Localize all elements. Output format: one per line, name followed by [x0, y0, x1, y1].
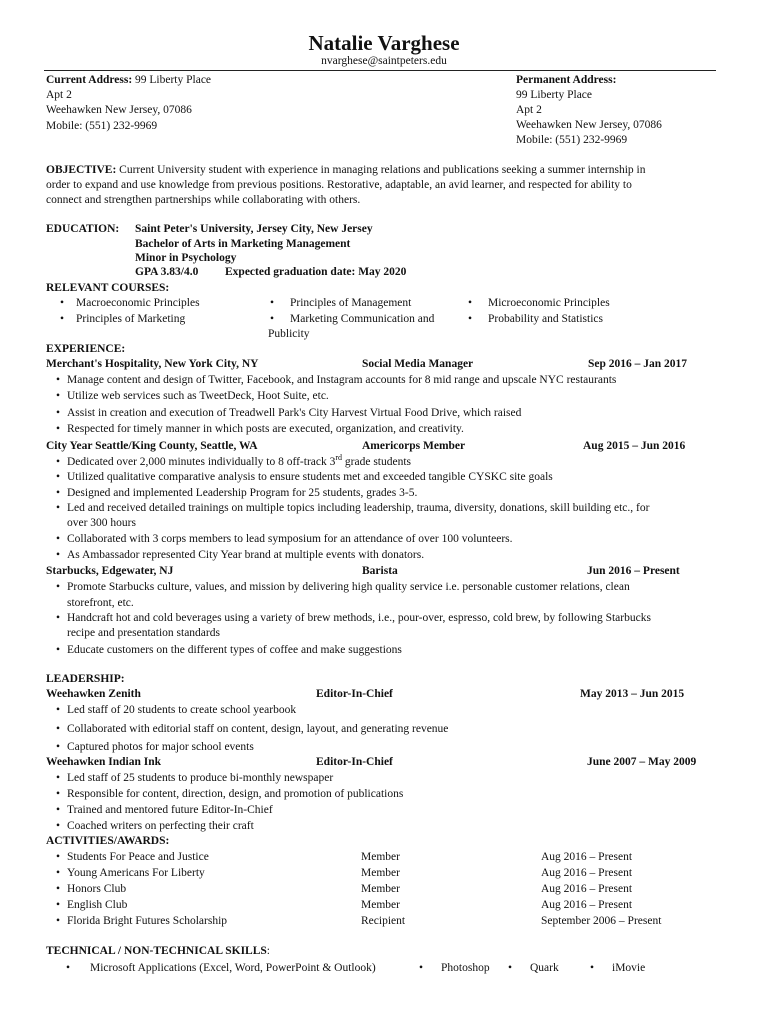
job-bullet: Assist in creation and execution of Treadwell Park's City Harvest Virtual Food Drive, which raised [67, 407, 522, 419]
leadership-role: Editor-In-Chief [316, 756, 393, 768]
activity-role: Member [361, 883, 400, 895]
bullet: • [55, 390, 61, 402]
permanent-address-apt: Apt 2 [516, 104, 542, 116]
leadership-dates: May 2013 – Jun 2015 [580, 688, 685, 700]
leadership-bullet: Captured photos for major school events [67, 741, 254, 753]
education-graduation: Expected graduation date: May 2020 [225, 266, 407, 278]
bullet: • [59, 313, 65, 325]
leadership-org: Weehawken Zenith [46, 688, 141, 700]
objective-text-1: Current University student with experience in managing relations and publications seeking a summer internship in [119, 164, 646, 176]
activity-dates: Aug 2016 – Present [541, 867, 633, 879]
skills-colon: : [266, 945, 270, 957]
job-bullet-continued: storefront, etc. [67, 597, 134, 609]
education-label: EDUCATION: [46, 223, 120, 235]
course-item: Principles of Management [290, 297, 412, 309]
bullet: • [55, 612, 61, 624]
current-address-city: Weehawken New Jersey, 07086 [46, 104, 192, 116]
leadership-dates: June 2007 – May 2009 [587, 756, 697, 768]
activity-role: Member [361, 851, 400, 863]
bullet: • [55, 374, 61, 386]
job-org: Starbucks, Edgewater, NJ [46, 565, 174, 577]
current-address-label: Current Address: [46, 74, 133, 86]
bullet: • [55, 581, 61, 593]
activity-dates: Aug 2016 – Present [541, 899, 633, 911]
current-mobile: Mobile: (551) 232-9969 [46, 120, 158, 132]
skill-item: Quark [530, 962, 559, 974]
bullet: • [507, 962, 513, 974]
activity-dates: September 2006 – Present [541, 915, 662, 927]
permanent-address-label: Permanent Address: [516, 74, 617, 86]
bullet: • [55, 851, 61, 863]
job-bullet-continued: recipe and presentation standards [67, 627, 220, 639]
skill-item: Microsoft Applications (Excel, Word, PowerPoint & Outlook) [90, 962, 376, 974]
job-bullet: Manage content and design of Twitter, Facebook, and Instagram accounts for 8 mid range and upscale NYC restaurants [67, 374, 617, 386]
leadership-bullet: Led staff of 25 students to produce bi-monthly newspaper [67, 772, 334, 784]
bullet: • [55, 456, 61, 468]
bullet: • [55, 723, 61, 735]
job-org: City Year Seattle/King County, Seattle, WA [46, 440, 258, 452]
job-role: Barista [362, 565, 398, 577]
leadership-bullet: Responsible for content, direction, design, and promotion of publications [67, 788, 404, 800]
job-role: Americorps Member [362, 440, 466, 452]
activity-name: Florida Bright Futures Scholarship [67, 915, 228, 927]
current-address-street: 99 Liberty Place [135, 74, 212, 86]
job-bullet [67, 455, 411, 471]
activity-name: Honors Club [67, 883, 127, 895]
bullet: • [467, 313, 473, 325]
objective-text-2: order to expand and use knowledge from previous positions. Restorative, adaptable, an avid learner, and respected for ability to [46, 179, 632, 191]
bullet: • [55, 804, 61, 816]
education-school: Saint Peter's University, Jersey City, New Jersey [135, 223, 373, 235]
bullet: • [55, 549, 61, 561]
bullet: • [55, 704, 61, 716]
job-bullet: Handcraft hot and cold beverages using a variety of brew methods, i.e., pour-over, espresso, cold brew, by following Starbucks [67, 612, 651, 624]
bullet: • [55, 899, 61, 911]
job-role: Social Media Manager [362, 358, 474, 370]
bullet: • [55, 820, 61, 832]
current-address-apt: Apt 2 [46, 89, 72, 101]
bullet: • [55, 423, 61, 435]
job-bullet: Respected for timely manner in which posts are executed, organization, and creativity. [67, 423, 464, 435]
job-bullet: Utilize web services such as TweetDeck, Hoot Suite, etc. [67, 390, 329, 402]
permanent-address-city: Weehawken New Jersey, 07086 [516, 119, 662, 131]
job-bullet: Designed and implemented Leadership Program for 25 students, grades 3-5. [67, 487, 418, 499]
job-bullet-continued: over 300 hours [67, 517, 136, 529]
bullet: • [55, 883, 61, 895]
activity-dates: Aug 2016 – Present [541, 851, 633, 863]
job-dates: Sep 2016 – Jan 2017 [588, 358, 688, 370]
job-bullet: Utilized qualitative comparative analysis to ensure students met and exceeded tangible CYSKC site goals [67, 471, 553, 483]
course-item: Principles of Marketing [76, 313, 186, 325]
bullet: • [418, 962, 424, 974]
leadership-bullet: Trained and mentored future Editor-In-Chief [67, 804, 273, 816]
current-address-line [46, 73, 211, 89]
leadership-bullet: Collaborated with editorial staff on content, design, layout, and generating revenue [67, 723, 449, 735]
bullet: • [55, 533, 61, 545]
skills-heading [46, 944, 270, 960]
candidate-name: Natalie Varghese [308, 31, 460, 55]
objective-label: OBJECTIVE: [46, 164, 117, 176]
activity-name: Students For Peace and Justice [67, 851, 209, 863]
bullet: • [55, 867, 61, 879]
job-bullet: Promote Starbucks culture, values, and mission by delivering high quality service i.e. personable customer relations, clean [67, 581, 630, 593]
job-dates: Aug 2015 – Jun 2016 [583, 440, 686, 452]
job-bullet-text: Dedicated over 2,000 minutes individually to 8 off-track 3 [67, 456, 336, 468]
leadership-label: LEADERSHIP: [46, 673, 125, 685]
bullet: • [55, 788, 61, 800]
course-item-continued: Publicity [268, 328, 310, 340]
leadership-bullet: Led staff of 20 students to create school yearbook [67, 704, 297, 716]
activity-role: Member [361, 899, 400, 911]
education-degree: Bachelor of Arts in Marketing Management [135, 238, 351, 250]
bullet: • [65, 962, 71, 974]
bullet: • [55, 772, 61, 784]
course-item: Marketing Communication and [290, 313, 435, 325]
job-bullet: Led and received detailed trainings on multiple topics including leadership, trauma, diversity, donations, skill building etc., for [67, 502, 650, 514]
leadership-org: Weehawken Indian Ink [46, 756, 162, 768]
activity-dates: Aug 2016 – Present [541, 883, 633, 895]
activity-name: Young Americans For Liberty [67, 867, 205, 879]
education-minor: Minor in Psychology [135, 252, 237, 264]
bullet: • [589, 962, 595, 974]
job-bullet-text: grade students [342, 456, 412, 468]
job-bullet: Collaborated with 3 corps members to lead symposium for an attendance of over 100 volunteers. [67, 533, 513, 545]
leadership-role: Editor-In-Chief [316, 688, 393, 700]
bullet: • [55, 407, 61, 419]
course-item: Microeconomic Principles [488, 297, 610, 309]
bullet: • [55, 471, 61, 483]
bullet: • [55, 487, 61, 499]
skill-item: Photoshop [441, 962, 490, 974]
bullet: • [269, 313, 275, 325]
email-address: nvarghese@saintpeters.edu [321, 55, 447, 67]
bullet: • [467, 297, 473, 309]
education-gpa: GPA 3.83/4.0 [135, 266, 199, 278]
bullet: • [55, 502, 61, 514]
bullet: • [59, 297, 65, 309]
objective-text-3: connect and strengthen partnerships while collaborating with others. [46, 194, 361, 206]
permanent-mobile: Mobile: (551) 232-9969 [516, 134, 628, 146]
course-item: Probability and Statistics [488, 313, 603, 325]
permanent-address-street: 99 Liberty Place [516, 89, 593, 101]
bullet: • [55, 644, 61, 656]
leadership-bullet: Coached writers on perfecting their craft [67, 820, 254, 832]
objective-line-1 [46, 163, 646, 179]
experience-label: EXPERIENCE: [46, 343, 126, 355]
bullet: • [269, 297, 275, 309]
job-bullet: Educate customers on the different types of coffee and make suggestions [67, 644, 402, 656]
header-divider [44, 70, 716, 71]
bullet: • [55, 915, 61, 927]
bullet: • [55, 741, 61, 753]
job-dates: Jun 2016 – Present [587, 565, 680, 577]
activity-role: Member [361, 867, 400, 879]
activity-role: Recipient [361, 915, 406, 927]
activity-name: English Club [67, 899, 128, 911]
courses-label: RELEVANT COURSES: [46, 282, 170, 294]
activities-label: ACTIVITIES/AWARDS: [46, 835, 170, 847]
skills-label: TECHNICAL / NON-TECHNICAL SKILLS [46, 945, 267, 957]
job-org: Merchant's Hospitality, New York City, NY [46, 358, 259, 370]
job-bullet: As Ambassador represented City Year brand at multiple events with donators. [67, 549, 425, 561]
ordinal-suffix: rd [335, 453, 343, 463]
course-item: Macroeconomic Principles [76, 297, 200, 309]
skill-item: iMovie [612, 962, 646, 974]
